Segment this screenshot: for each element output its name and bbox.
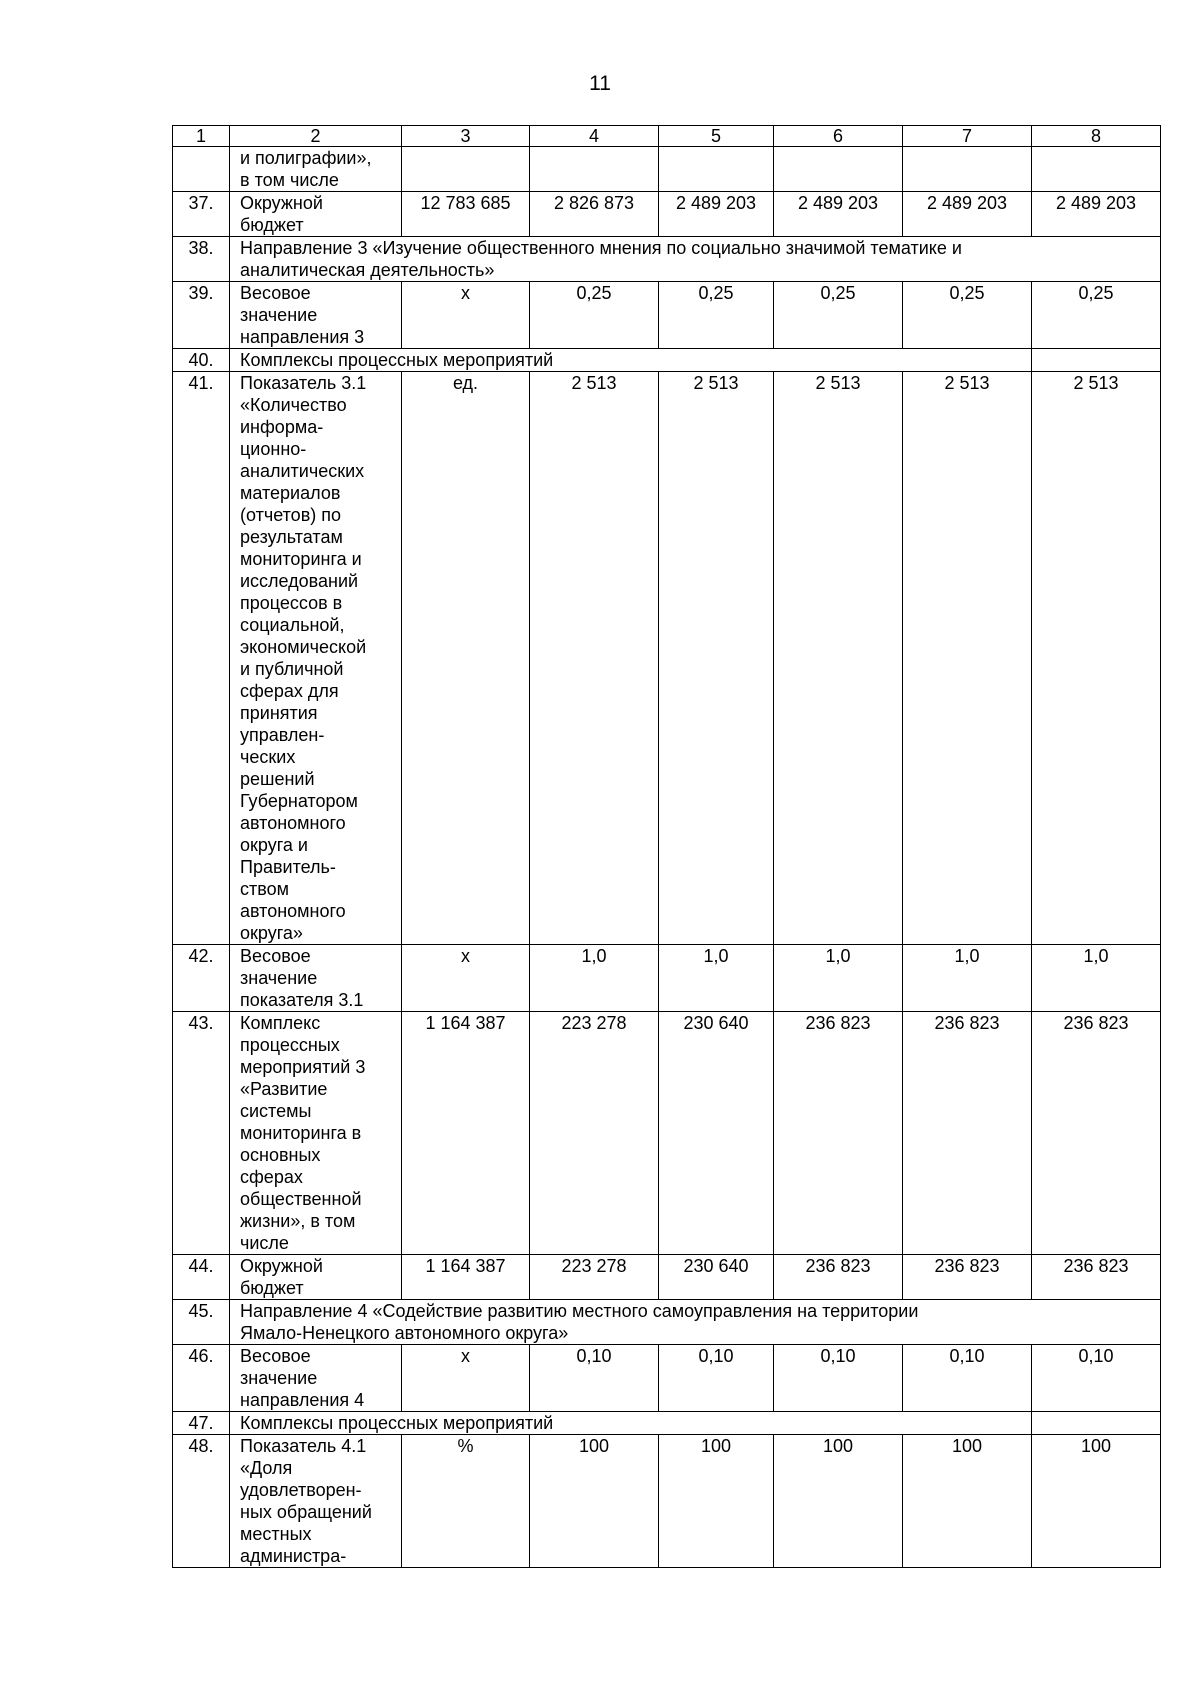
section-heading: Комплексы процессных мероприятий [230, 1412, 774, 1435]
cell-value: 100 [1032, 1435, 1161, 1568]
cell-value: 100 [903, 1435, 1032, 1568]
cell-value: 2 513 [903, 372, 1032, 945]
row-number: 43. [173, 1012, 230, 1255]
cell-value: 0,10 [530, 1345, 659, 1412]
section-heading: Комплексы процессных мероприятий [230, 349, 774, 372]
row-number: 44. [173, 1255, 230, 1300]
direction-heading: Направление 3 «Изучение общественного мнения по социально значимой тематике и аналитическая деятельность» [230, 237, 1161, 282]
cell-value: 0,25 [530, 282, 659, 349]
cell-value: 236 823 [1032, 1012, 1161, 1255]
column-header: 6 [774, 126, 903, 147]
empty-cell [774, 1412, 1032, 1435]
cell-value: 0,25 [1032, 282, 1161, 349]
row-label: Показатель 4.1 «Доля удовлетворен- ных обращений местных администра- [230, 1435, 402, 1568]
cell-value: 1,0 [1032, 945, 1161, 1012]
table-row [173, 349, 1161, 372]
cell-value: % [402, 1435, 530, 1568]
cell-value [530, 147, 659, 192]
table-row [173, 147, 1161, 192]
cell-value: 100 [774, 1435, 903, 1568]
cell-value [659, 147, 774, 192]
row-label: Весовое значение направления 3 [230, 282, 402, 349]
cell-value: 0,10 [774, 1345, 903, 1412]
column-header: 5 [659, 126, 774, 147]
row-label: Окружной бюджет [230, 1255, 402, 1300]
direction-heading: Направление 4 «Содействие развитию местного самоуправления на территории Ямало-Ненецкого автономного округа» [230, 1300, 1161, 1345]
table-row [173, 372, 1161, 945]
row-number: 41. [173, 372, 230, 945]
row-number: 38. [173, 237, 230, 282]
cell-value: 2 489 203 [659, 192, 774, 237]
cell-value: 223 278 [530, 1012, 659, 1255]
cell-value: х [402, 282, 530, 349]
cell-value: 1,0 [774, 945, 903, 1012]
table-row [173, 945, 1161, 1012]
row-number: 37. [173, 192, 230, 237]
row-number [173, 147, 230, 192]
cell-value [1032, 147, 1161, 192]
cell-value: 1,0 [659, 945, 774, 1012]
cell-value: 230 640 [659, 1012, 774, 1255]
indicators-table [172, 125, 1161, 1568]
cell-value: 1 164 387 [402, 1012, 530, 1255]
cell-value: 236 823 [903, 1012, 1032, 1255]
column-header: 7 [903, 126, 1032, 147]
cell-value: 2 513 [530, 372, 659, 945]
column-header: 4 [530, 126, 659, 147]
table-row [173, 1412, 1161, 1435]
table-body [173, 126, 1161, 1568]
column-header: 1 [173, 126, 230, 147]
row-label: Показатель 3.1 «Количество информа- ционно- аналитических материалов (отчетов) по результатам мониторинга и исследований процессов в социальной, экономической и публичной сферах для принятия управлен- ческих решений Губернатором автономного округа и Правитель- ством автономного округа» [230, 372, 402, 945]
cell-value: 236 823 [774, 1012, 903, 1255]
cell-value: 0,25 [659, 282, 774, 349]
table-row [173, 1255, 1161, 1300]
cell-value [774, 147, 903, 192]
cell-value: 0,25 [774, 282, 903, 349]
row-label: и полиграфии», в том числе [230, 147, 402, 192]
row-label: Весовое значение показателя 3.1 [230, 945, 402, 1012]
cell-value: 0,10 [1032, 1345, 1161, 1412]
row-label: Весовое значение направления 4 [230, 1345, 402, 1412]
page-number: 11 [589, 72, 611, 95]
cell-value: 1,0 [530, 945, 659, 1012]
cell-value: 236 823 [774, 1255, 903, 1300]
row-number: 47. [173, 1412, 230, 1435]
cell-value [903, 147, 1032, 192]
table-row [173, 237, 1161, 282]
empty-cell [774, 349, 1032, 372]
cell-value: 100 [659, 1435, 774, 1568]
row-label: Окружной бюджет [230, 192, 402, 237]
cell-value: 2 489 203 [903, 192, 1032, 237]
cell-value: 0,10 [659, 1345, 774, 1412]
row-label: Комплекс процессных мероприятий 3 «Развитие системы мониторинга в основных сферах общественной жизни», в том числе [230, 1012, 402, 1255]
cell-value: 2 489 203 [774, 192, 903, 237]
cell-value: х [402, 945, 530, 1012]
table-row [173, 1300, 1161, 1345]
cell-value: 0,25 [903, 282, 1032, 349]
row-number: 40. [173, 349, 230, 372]
table-row [173, 192, 1161, 237]
table-row [173, 1435, 1161, 1568]
cell-value: 1,0 [903, 945, 1032, 1012]
empty-cell [1032, 1412, 1161, 1435]
cell-value: 1 164 387 [402, 1255, 530, 1300]
cell-value: х [402, 1345, 530, 1412]
row-number: 39. [173, 282, 230, 349]
cell-value [402, 147, 530, 192]
table-row [173, 282, 1161, 349]
cell-value: 0,10 [903, 1345, 1032, 1412]
cell-value: 100 [530, 1435, 659, 1568]
cell-value: 2 513 [659, 372, 774, 945]
column-header: 8 [1032, 126, 1161, 147]
column-header: 3 [402, 126, 530, 147]
cell-value: 2 489 203 [1032, 192, 1161, 237]
table-row [173, 1345, 1161, 1412]
row-number: 42. [173, 945, 230, 1012]
cell-value: ед. [402, 372, 530, 945]
empty-cell [1032, 349, 1161, 372]
header-row [173, 126, 1161, 147]
row-number: 45. [173, 1300, 230, 1345]
cell-value: 223 278 [530, 1255, 659, 1300]
cell-value: 236 823 [1032, 1255, 1161, 1300]
cell-value: 2 513 [774, 372, 903, 945]
cell-value: 230 640 [659, 1255, 774, 1300]
cell-value: 2 826 873 [530, 192, 659, 237]
row-number: 46. [173, 1345, 230, 1412]
row-number: 48. [173, 1435, 230, 1568]
cell-value: 12 783 685 [402, 192, 530, 237]
cell-value: 236 823 [903, 1255, 1032, 1300]
table-row [173, 1012, 1161, 1255]
cell-value: 2 513 [1032, 372, 1161, 945]
column-header: 2 [230, 126, 402, 147]
